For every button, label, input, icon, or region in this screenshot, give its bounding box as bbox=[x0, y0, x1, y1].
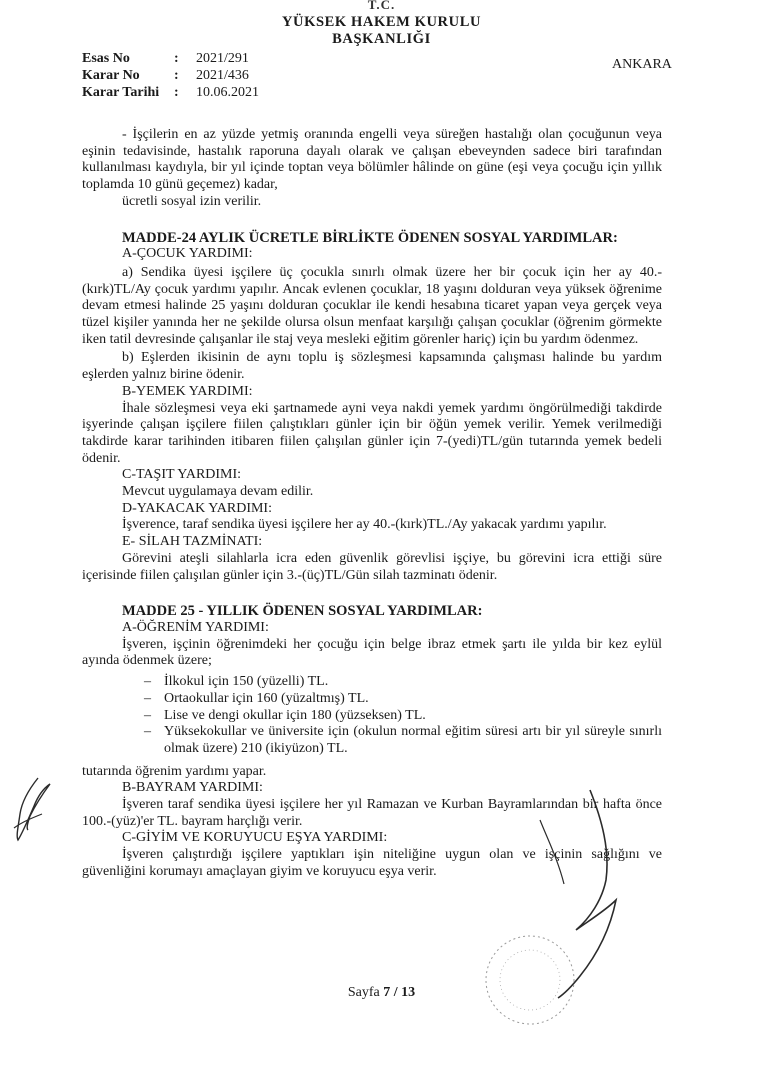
tarih-value: 10.06.2021 bbox=[196, 85, 259, 100]
list-item-text: Yüksekokullar ve üniversite için (okulun normal eğitim süresi artı bir yıl süreyle sınırlı olmak üzere) 210 (ikiyüzon) TL. bbox=[164, 724, 662, 756]
section-heading-ogrenim: A-ÖĞRENİM YARDIMI: bbox=[122, 619, 269, 635]
city: ANKARA bbox=[612, 57, 672, 72]
document-body bbox=[82, 127, 662, 881]
tasit-paragraph: Mevcut uygulamaya devam edilir. bbox=[122, 484, 314, 500]
header-top-partial: T.C. bbox=[367, 0, 396, 10]
colon: : bbox=[174, 51, 179, 66]
page-separator: / bbox=[393, 985, 398, 1000]
stamp-seal bbox=[486, 936, 574, 1024]
ogrenim-paragraph: İşveren, işçinin öğrenimdeki her çocuğu için belge ibraz etmek şartı ile yılda bir kez eylül ayında ödenmek üzere; bbox=[82, 636, 662, 669]
page-current: 7 bbox=[383, 985, 391, 1000]
dash: – bbox=[144, 707, 151, 723]
section-heading-silah: E- SİLAH TAZMİNATI: bbox=[122, 534, 263, 550]
cocuk-paragraph-b: b) Eşlerden ikisinin de aynı toplu iş sözleşmesi kapsamında çalışması halinde bu yardım eşlerden yalnız birine ödenir. bbox=[82, 350, 662, 383]
page-number bbox=[0, 985, 763, 1001]
tarih-label: Karar Tarihi bbox=[82, 85, 160, 100]
section-heading-tasit: C-TAŞIT YARDIMI: bbox=[122, 467, 242, 483]
esas-value: 2021/291 bbox=[196, 51, 249, 66]
silah-paragraph: Görevini ateşli silahlarla icra eden güvenlik görevlisi işçiye, bu görevini icra ettiği süre içerisinde fiilen çalışılan günler için 3.-(üç)TL/Gün silah tazminatı ödenir. bbox=[82, 550, 662, 583]
dash: – bbox=[144, 724, 151, 740]
list-item bbox=[144, 674, 662, 691]
margin-initial-signature bbox=[0, 770, 70, 850]
intro-paragraph: - İşçilerin en az yüzde yetmiş oranında engelli veya süreğen hastalığı olan çocuğunun veya eşinin tedavisinde, hastalık raporuna dayalı olarak ve çalışan ebeveynden sadece biri tarafından kullanılması kaydıyla, bir yıl içinde toptan veya bölümler hâlinde on güne (eşi veya çocuğu için yıllık toplamda 10 günü geçemez) kadar, bbox=[82, 127, 662, 193]
list-item-text: İlkokul için 150 (yüzelli) TL. bbox=[164, 674, 329, 690]
case-metadata bbox=[82, 50, 259, 101]
giyim-paragraph: İşveren çalıştırdığı işçilere yaptıkları işin niteliğine uygun olan ve işçinin sağlığını ve güvenliğini korumayı amaçlayan giyim ve koruyucu eşya verir. bbox=[82, 847, 662, 879]
cocuk-paragraph-a: a) Sendika üyesi işçilere üç çocukla sınırlı olmak üzere her bir çocuk için her ay 40.-(kırk)TL/Ay çocuk yardımı yapılır. Ancak evlenen çocuklar, 18 yaşını dolduran veya yüksek öğrenime devam etmesi halinde 25 yaşını dolduran çocuklar ile kendi hesabına ticaret yapan veya gerçek veya tüzel kişiler yanında her ne şekilde olursa olsun menfaat karşılığı çalışan çocuklar (öğrenim görmekte iken tatil devresinde çalışanlar ile staj veya mesleki eğitim görenler hariç) için bu yardım ödenmez. bbox=[82, 264, 662, 347]
esas-row bbox=[82, 50, 259, 67]
ogrenim-paragraph-end: tutarında öğrenim yardımı yapar. bbox=[82, 763, 267, 779]
bayram-paragraph: İşveren taraf sendika üyesi işçilere her yıl Ramazan ve Kurban Bayramlarından bir hafta önce 100.-(yüz)'er TL. bayram harçlığı verir. bbox=[82, 797, 662, 829]
page-prefix: Sayfa bbox=[347, 985, 380, 1000]
yakacak-paragraph: İşverence, taraf sendika üyesi işçilere her ay 40.-(kırk)TL./Ay yakacak yardımı yapılır. bbox=[122, 517, 607, 533]
list-item bbox=[144, 708, 662, 725]
karar-row bbox=[82, 67, 259, 84]
dash: – bbox=[144, 690, 151, 706]
list-item-text: Lise ve dengi okullar için 180 (yüzseksen) TL. bbox=[164, 707, 426, 723]
colon: : bbox=[174, 85, 179, 100]
list-item bbox=[144, 724, 662, 757]
page-total: 13 bbox=[401, 985, 416, 1000]
section-heading-bayram: B-BAYRAM YARDIMI: bbox=[122, 780, 263, 796]
section-heading-giyim: C-GİYİM VE KORUYUCU EŞYA YARDIMI: bbox=[122, 830, 388, 846]
dash: – bbox=[144, 674, 151, 690]
list-item-text: Ortaokullar için 160 (yüzaltmış) TL. bbox=[164, 690, 369, 706]
section-heading-yemek: B-YEMEK YARDIMI: bbox=[122, 383, 253, 399]
esas-label: Esas No bbox=[82, 51, 130, 66]
section-heading-cocuk: A-ÇOCUK YARDIMI: bbox=[122, 246, 253, 262]
karar-value: 2021/436 bbox=[196, 68, 249, 83]
header-department: BAŞKANLIĞI bbox=[332, 31, 431, 47]
karar-label: Karar No bbox=[82, 68, 140, 83]
yemek-paragraph: İhale sözleşmesi veya eki şartnamede ayni veya nakdi yemek yardımı öngörülmediği takdirde işyerinde çalışan işçilere fiilen çalıştıkları günler için bir öğün yemek verilir. Yemek verilmediği takdirde karar tarihinden itibaren fiilen çalışılan günler için 7-(yedi)TL/gün tutarında yemek bedeli ödenir. bbox=[82, 400, 662, 466]
article-25-title: MADDE 25 - YILLIK ÖDENEN SOSYAL YARDIMLAR: bbox=[122, 603, 483, 620]
ogrenim-amount-list bbox=[82, 674, 662, 758]
tarih-row bbox=[82, 84, 259, 101]
article-24-title: MADDE-24 AYLIK ÜCRETLE BİRLİKTE ÖDENEN SOSYAL YARDIMLAR: bbox=[122, 229, 618, 246]
colon: : bbox=[174, 68, 179, 83]
intro-paragraph-end: ücretli sosyal izin verilir. bbox=[122, 193, 262, 209]
section-heading-yakacak: D-YAKACAK YARDIMI: bbox=[122, 500, 272, 516]
header-institution: YÜKSEK HAKEM KURULU bbox=[281, 14, 482, 30]
list-item bbox=[144, 691, 662, 708]
